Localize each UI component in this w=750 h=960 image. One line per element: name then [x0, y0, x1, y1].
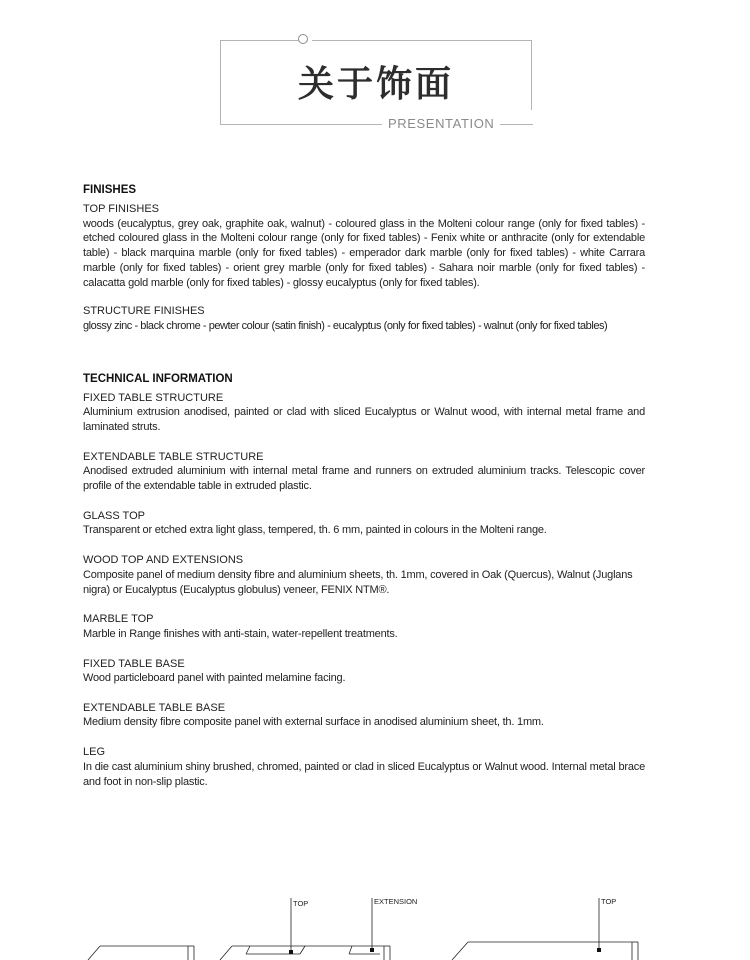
top-finishes-text: woods (eucalyptus, grey oak, graphite oak, walnut) - coloured glass in the Molteni colour range (only for fixed tables) - etched coloured glass in the Molteni colour range (only for fixed tables) - Fenix white or anthracite (only for extendable table) - black marquina marble (only for fixed tables) - emperador dark marble (only for fixed tables) - white Carrara marble (only for fixed tables) - orient grey marble (only for fixed tables) - Sahara noir marble (only for fixed tables) - calacatta gold marble (only for fixed tables) - glossy eucalyptus (only for fixed tables).: [83, 217, 645, 289]
top-finishes-label: TOP FINISHES: [83, 203, 160, 215]
header-circle-ornament: [298, 34, 308, 44]
tech-item-label: MARBLE TOP: [83, 613, 154, 626]
tech-item-text: Marble in Range finishes with anti-stain, water-repellent treatments.: [83, 627, 398, 640]
tech-item: [83, 745, 645, 789]
document-body: [83, 183, 645, 804]
tech-item-label: EXTENDABLE TABLE BASE: [83, 701, 226, 714]
leader-marker: [597, 948, 601, 952]
page-subtitle: PRESENTATION: [382, 116, 500, 131]
technical-heading: TECHNICAL INFORMATION: [83, 372, 233, 385]
tech-item-text: In die cast aluminium shiny brushed, chromed, painted or clad in sliced Eucalyptus or Walnut wood. Internal metal brace and foot in non-slip plastic.: [83, 760, 645, 788]
tech-item: [83, 657, 645, 686]
finishes-heading: FINISHES: [83, 184, 137, 196]
tech-item-label: WOOD TOP AND EXTENSIONS: [83, 554, 244, 567]
tech-item-label: FIXED TABLE BASE: [83, 657, 185, 670]
tech-item: [83, 612, 645, 641]
tech-item-label: GLASS TOP: [83, 509, 145, 522]
tech-item-label: FIXED TABLE STRUCTURE: [83, 391, 224, 404]
tech-item: [83, 701, 645, 730]
drawing-label-top: TOP: [601, 897, 617, 906]
drawing-label-top: TOP: [293, 899, 309, 908]
drawing-fixed-table-left: [88, 946, 194, 960]
tech-item-text: Transparent or etched extra light glass, tempered, th. 6 mm, painted in colours in the Molteni range.: [83, 524, 547, 537]
tech-item: [83, 553, 645, 597]
tech-item-text: Anodised extruded aluminium with internal metal frame and runners on extruded aluminium tracks. Telescopic cover profile of the extendable table in extruded plastic.: [83, 465, 645, 493]
tech-item: [83, 509, 645, 538]
tech-item-text: Composite panel of medium density fibre and aluminium sheets, th. 1mm, covered in Oak (Quercus), Walnut (Juglans nigra) or Eucalyptus (Eucalyptus globulus) veneer, FENIX NTM®.: [83, 568, 633, 596]
drawing-extendable-table: [220, 946, 390, 960]
tech-item-text: Wood particleboard panel with painted melamine facing.: [83, 672, 346, 685]
tech-item-label: EXTENDABLE TABLE STRUCTURE: [83, 450, 264, 463]
tech-item: [83, 450, 645, 494]
tech-item-text: Aluminium extrusion anodised, painted or clad with sliced Eucalyptus or Walnut wood, with internal metal frame and laminated struts.: [83, 406, 645, 434]
tech-item: [83, 391, 645, 435]
drawing-label-extension: EXTENSION: [374, 897, 418, 906]
header-top-line: [220, 40, 532, 41]
table-technical-drawings: [0, 880, 750, 960]
structure-finishes-label: STRUCTURE FINISHES: [83, 305, 205, 318]
leader-marker: [289, 950, 293, 954]
leader-marker: [370, 948, 374, 952]
tech-item-label: LEG: [83, 746, 106, 759]
tech-item-text: Medium density fibre composite panel with external surface in anodised aluminium sheet, th. 1mm.: [83, 716, 544, 729]
drawing-fixed-table-right: [452, 942, 638, 960]
structure-finishes-text: glossy zinc - black chrome - pewter colour (satin finish) - eucalyptus (only for fixed tables) - walnut (only for fixed tables): [83, 319, 608, 332]
page-title: 关于饰面: [297, 64, 454, 105]
